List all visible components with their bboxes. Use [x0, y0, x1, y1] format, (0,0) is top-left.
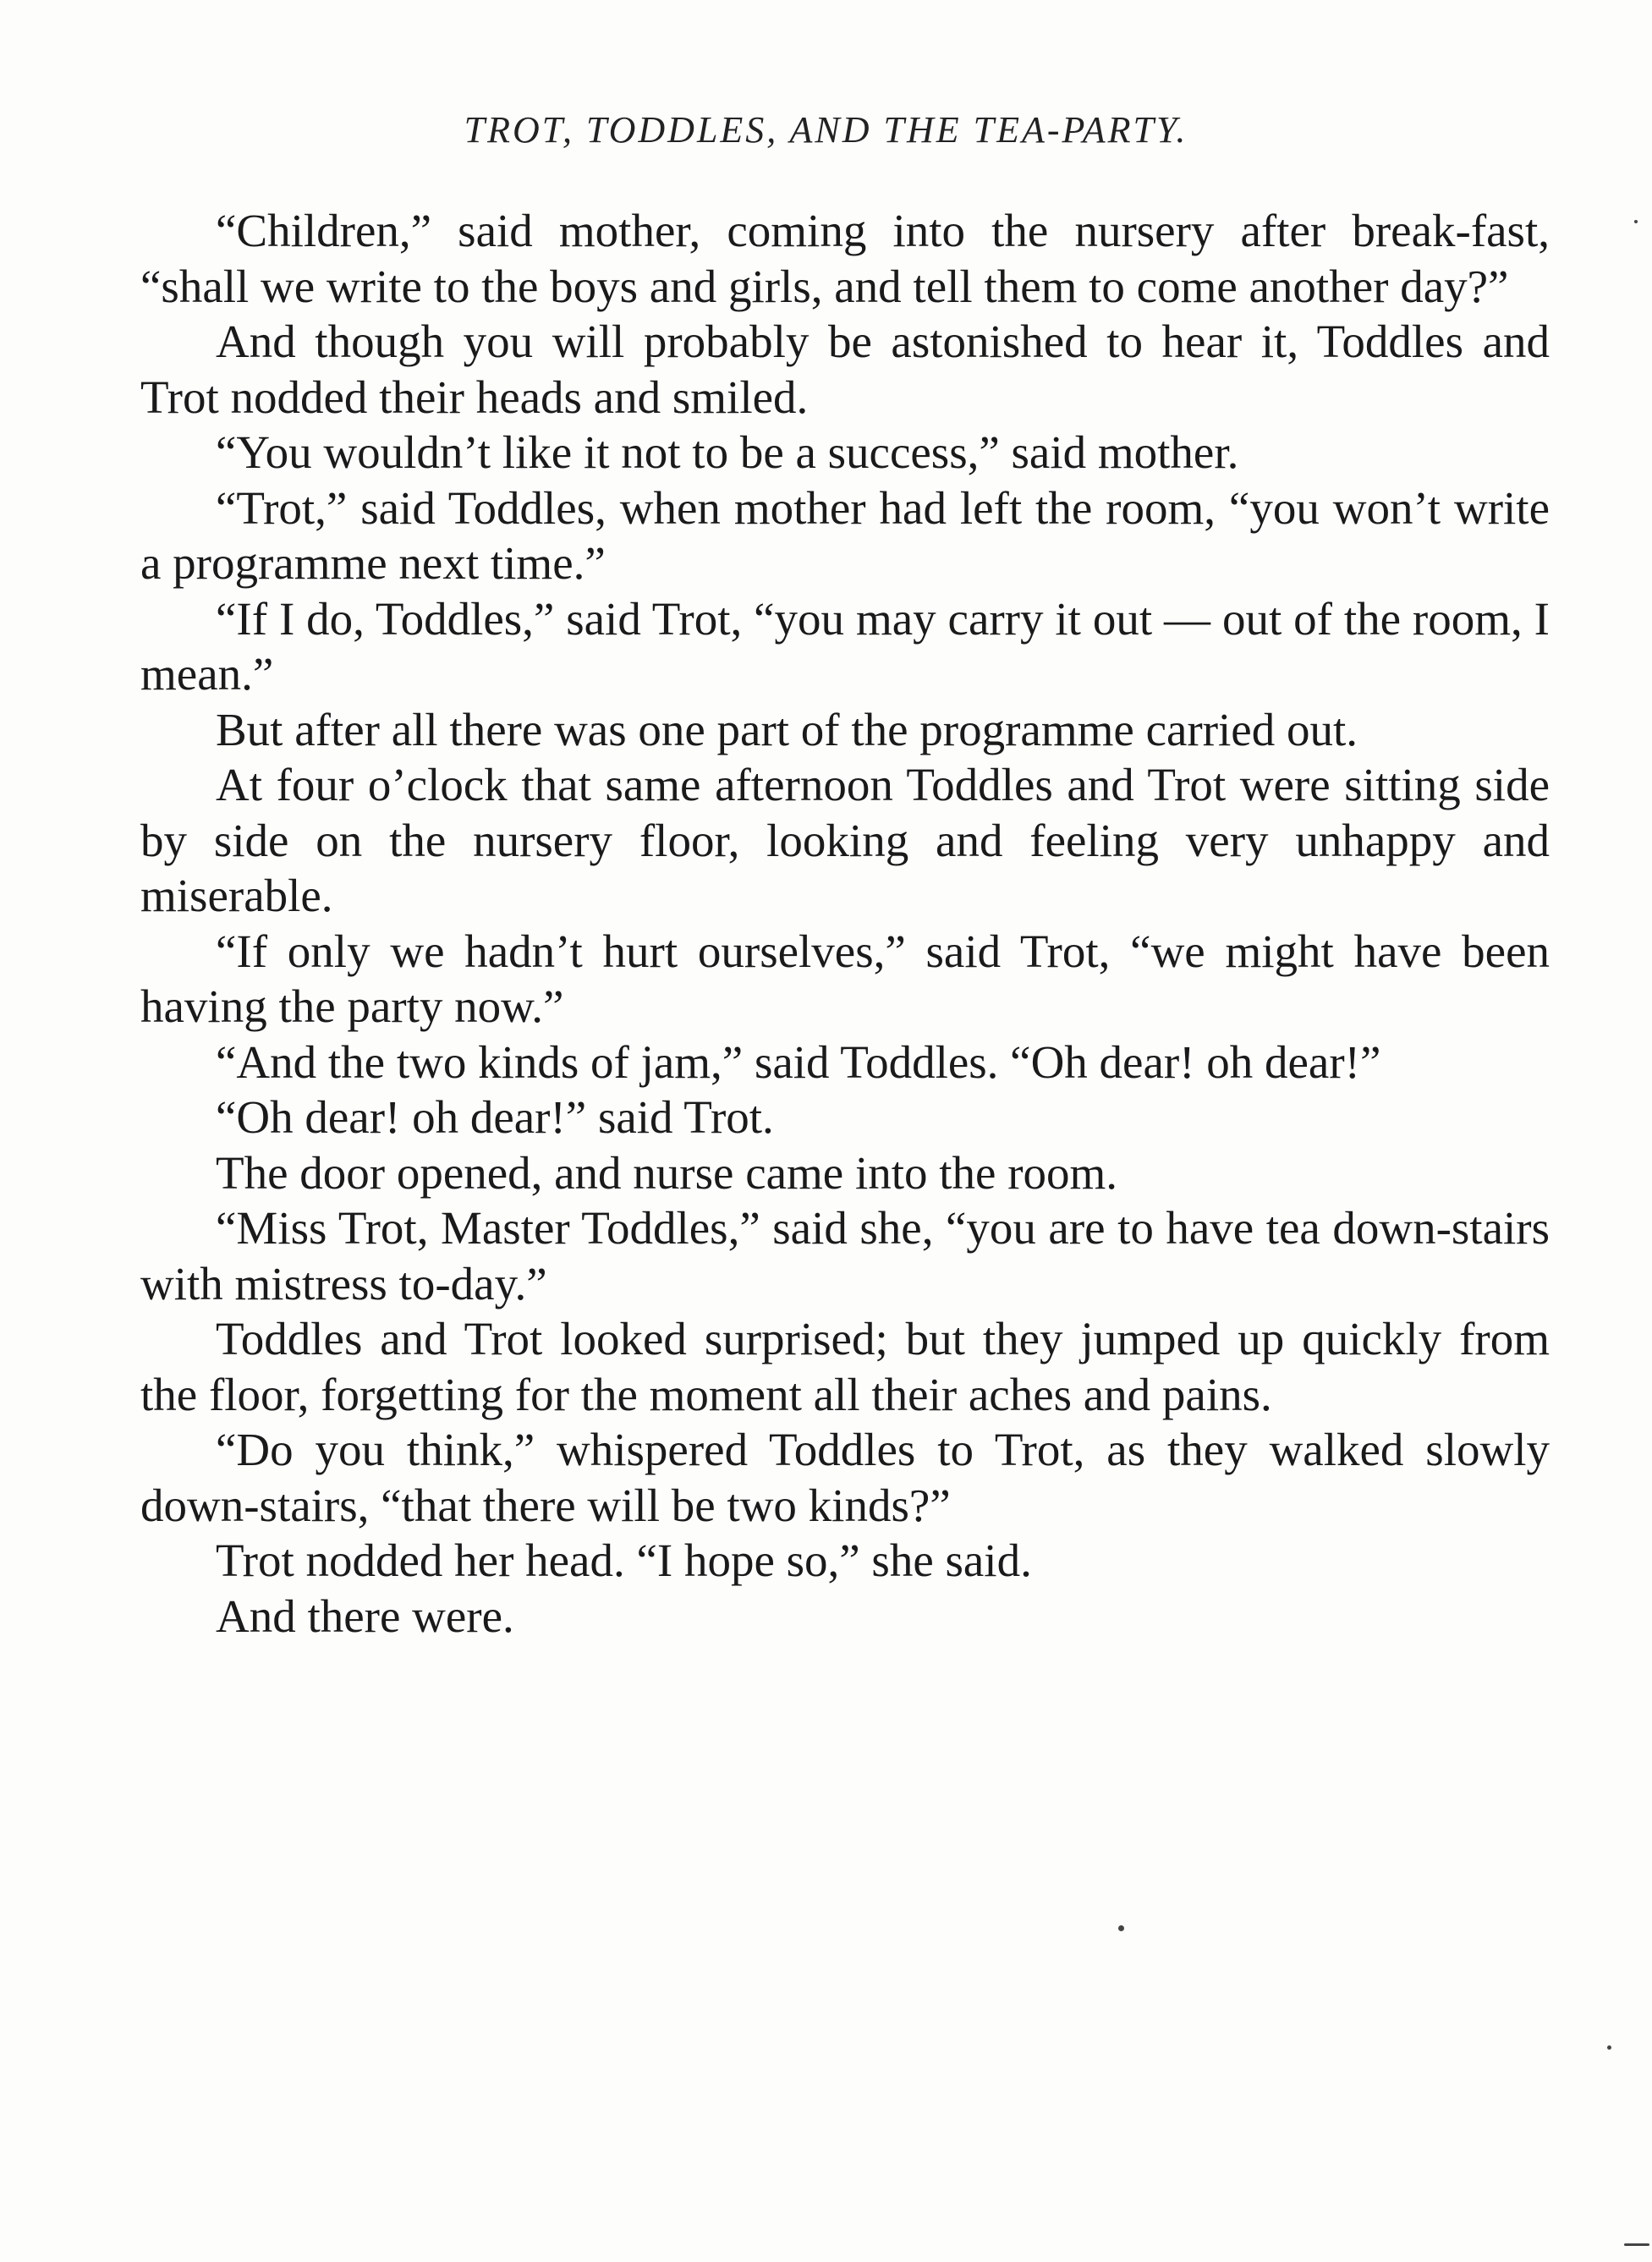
scan-speck: [1118, 1925, 1124, 1931]
scan-speck: [1634, 220, 1638, 223]
paragraph: “Do you think,” whispered Toddles to Trot, as they walked slowly down-stairs, “that there will be two kinds?”: [140, 1424, 1550, 1531]
paragraph: “Oh dear! oh dear!” said Trot.: [216, 1091, 774, 1143]
paragraph: “If only we hadn’t hurt ourselves,” said Trot, “we might have been having the party now.”: [140, 925, 1550, 1032]
paragraph: And there were.: [216, 1589, 514, 1642]
paragraph: “Trot,” said Toddles, when mother had left the room, “you won’t write a programme next time.”: [140, 481, 1550, 589]
scan-speck: [1624, 2243, 1649, 2246]
paragraph: The door opened, and nurse came into the room.: [216, 1146, 1118, 1199]
paragraph: “Children,” said mother, coming into the nursery after break-fast, “shall we write to the boys and girls, and tell them to come another day?”: [140, 205, 1550, 312]
paragraph: Trot nodded her head. “I hope so,” she said.: [216, 1535, 1032, 1586]
running-head: TROT, TODDLES, AND THE TEA-PARTY.: [464, 109, 1188, 151]
paragraph: “You wouldn’t like it not to be a success,” said mother.: [216, 426, 1239, 478]
paragraph: “Miss Trot, Master Toddles,” said she, “you are to have tea down-stairs with mistress to-day.”: [140, 1202, 1550, 1309]
paragraph: And though you will probably be astonished to hear it, Toddles and Trot nodded their heads and smiled.: [140, 316, 1550, 423]
paragraph: At four o’clock that same afternoon Toddles and Trot were sitting side by side on the nursery floor, looking and feeling very unhappy and miserable.: [140, 759, 1550, 921]
story-text: [140, 203, 1550, 1644]
paragraph: But after all there was one part of the programme carried out.: [216, 703, 1358, 755]
paragraph: “And the two kinds of jam,” said Toddles. “Oh dear! oh dear!”: [216, 1035, 1381, 1088]
paragraph: Toddles and Trot looked surprised; but they jumped up quickly from the floor, forgetting for the moment all their aches and pains.: [140, 1313, 1550, 1420]
paragraph: “If I do, Toddles,” said Trot, “you may carry it out — out of the room, I mean.”: [140, 592, 1550, 700]
scan-speck: [1607, 2045, 1611, 2050]
